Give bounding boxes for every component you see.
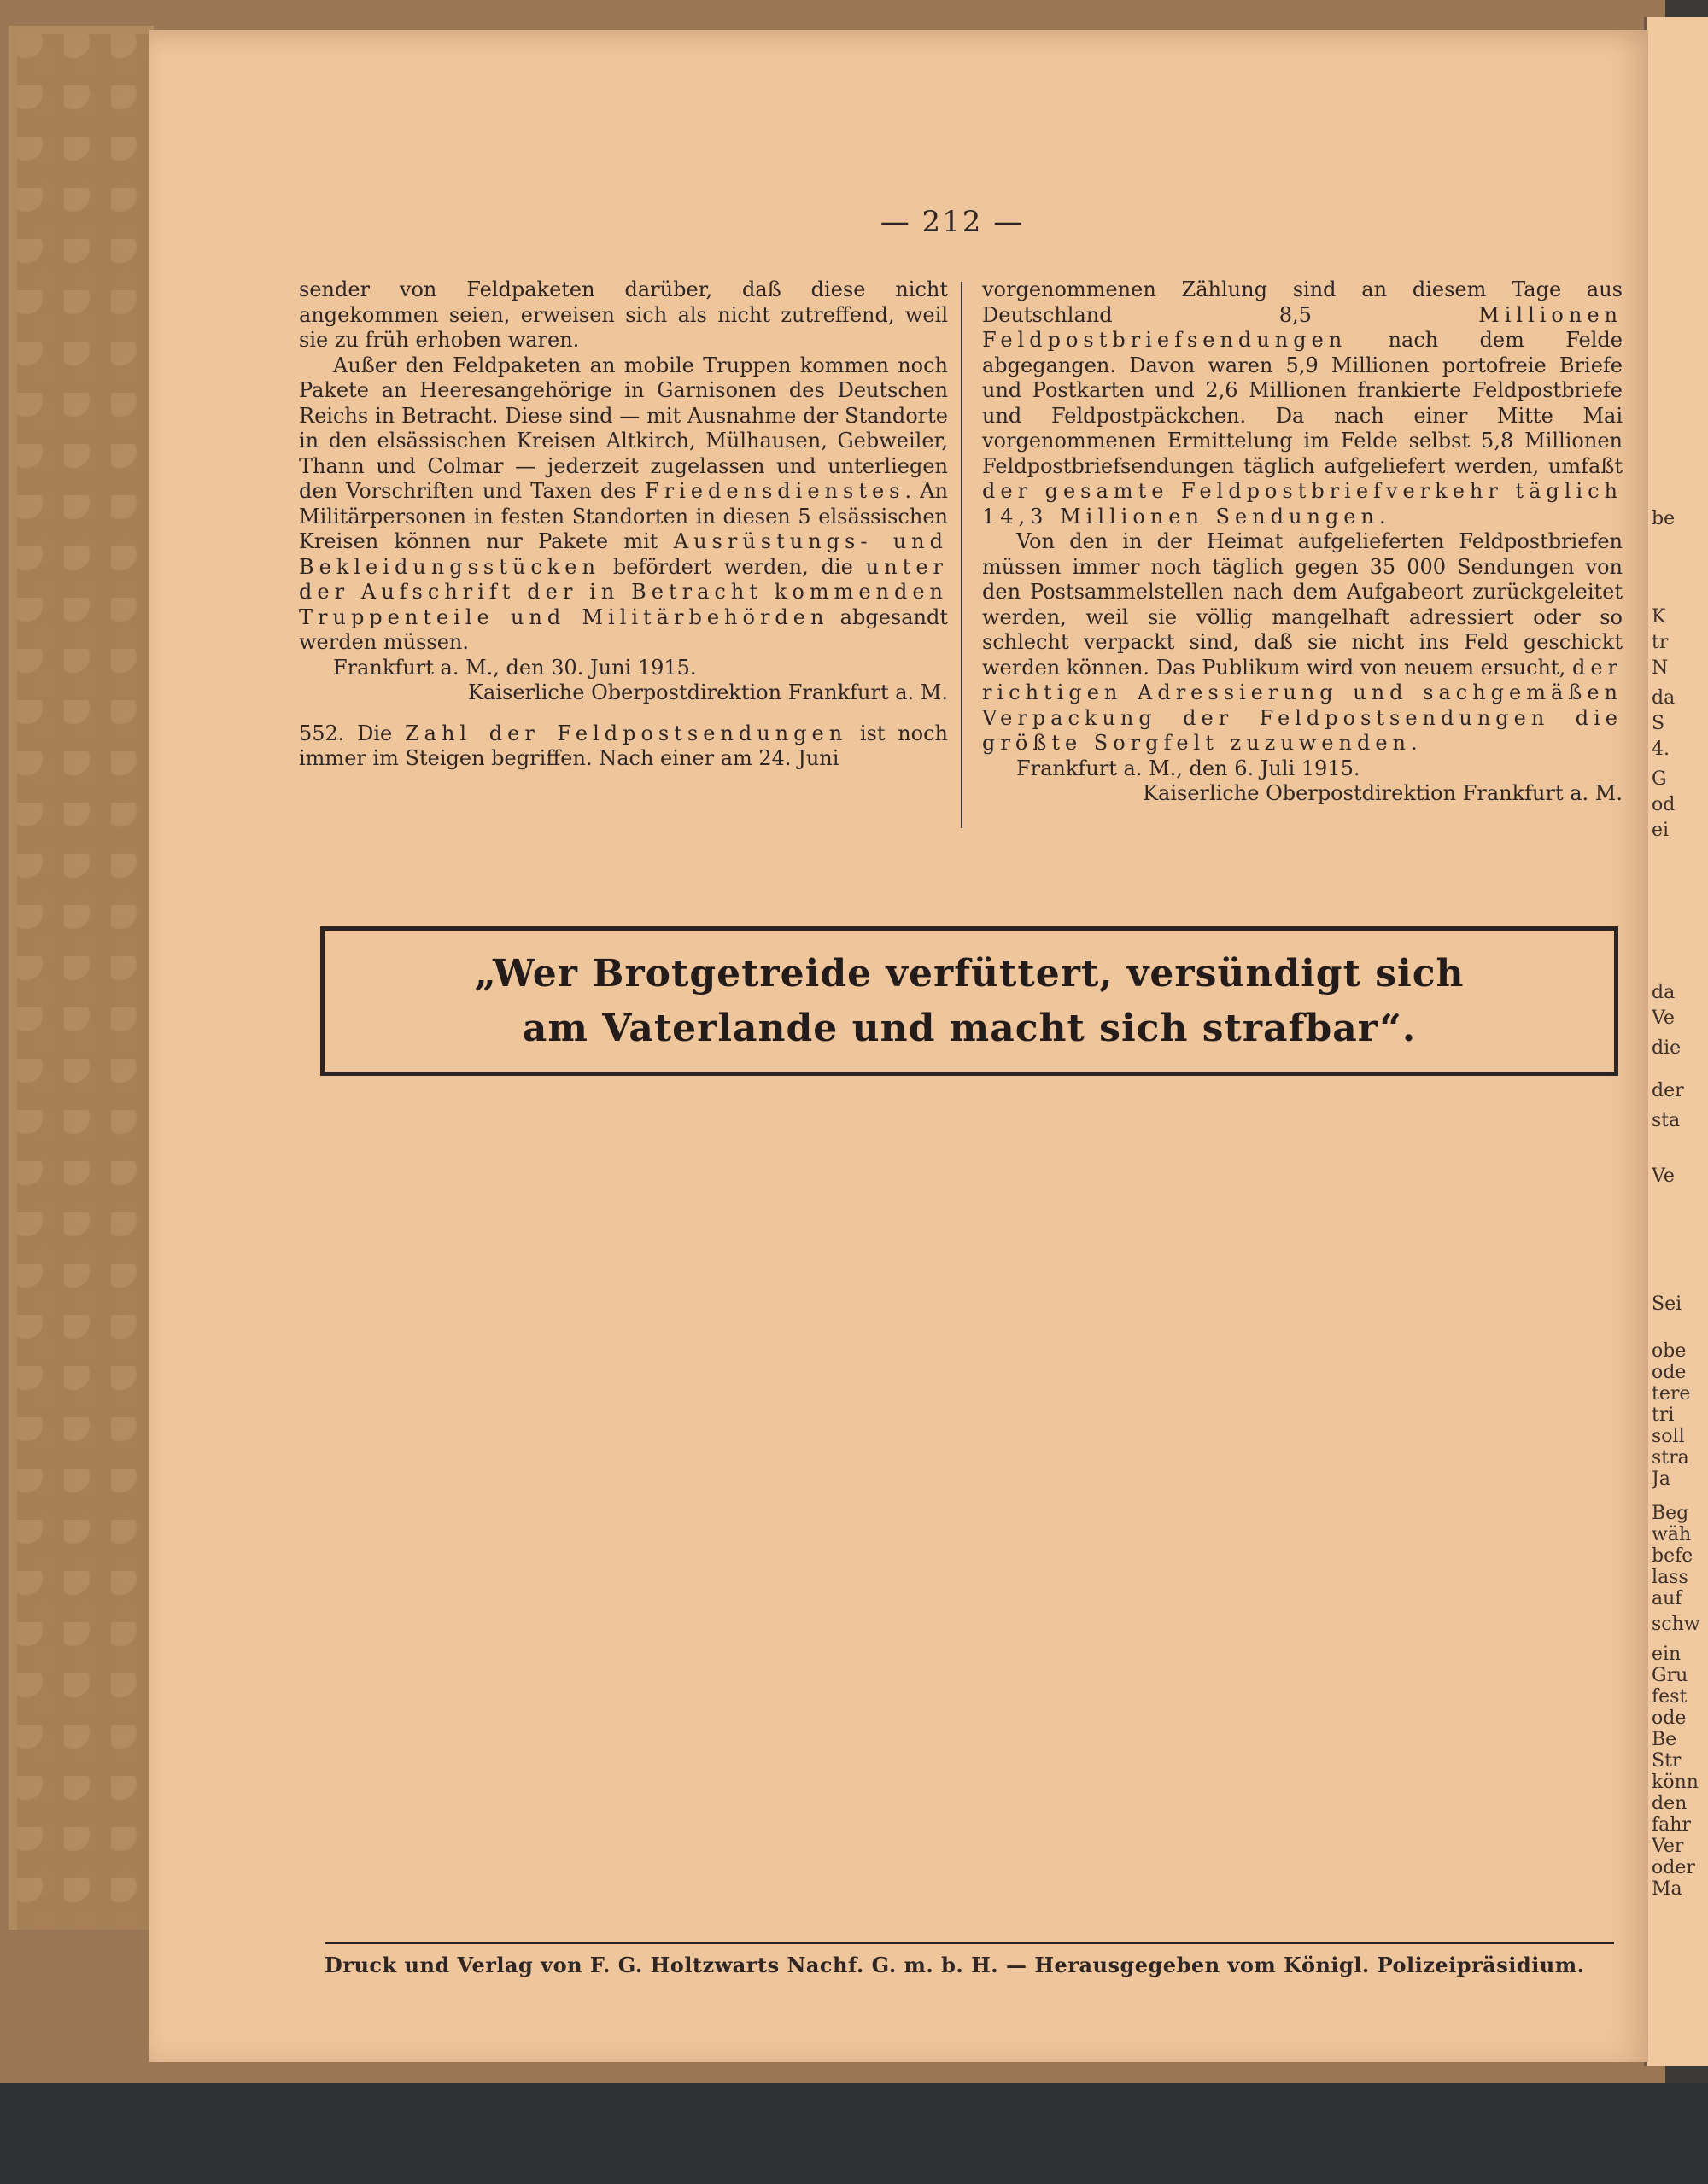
adjacent-page-fragment: G bbox=[1652, 768, 1667, 790]
text-run: abgesandt werden müssen. bbox=[299, 604, 948, 654]
text-run: befördert werden, die bbox=[600, 554, 866, 579]
imprint-footer: Druck und Verlag von F. G. Holtzwarts Nachf. G. m. b. H. — Herausgegeben vom Königl. Polizeipräsidium. bbox=[325, 1953, 1585, 1977]
paragraph bbox=[982, 277, 1623, 529]
place-date: Frankfurt a. M., den 30. Juni 1915. bbox=[333, 655, 697, 680]
adjacent-page-fragment: Beg bbox=[1652, 1503, 1689, 1524]
adjacent-page-fragment: Sei bbox=[1652, 1293, 1682, 1315]
adjacent-page-fragment: Str bbox=[1652, 1750, 1682, 1772]
adjacent-page-fragment: od bbox=[1652, 794, 1676, 815]
text-run: Außer den Feldpaketen an mobile Truppen kommen noch Pakete an Heeresangehörige in Garnisonen des Deutschen Reichs in Betracht. Diese sind — mit Ausnahme der Standorte in den elsässischen Kreisen Altkirch, Mülhausen, Gebweiler, Thann und Colmar — jederzeit zugelassen und unterliegen den Vorschriften und Taxen des bbox=[299, 353, 948, 503]
text-run: ist noch immer im Steigen begriffen. Nach einer am 24. Juni bbox=[299, 721, 948, 770]
text-run: . bbox=[1378, 504, 1386, 528]
text-run: . An Militärpersonen in festen Standorten in diesen 5 elsässischen Kreisen können nur Pakete mit bbox=[299, 479, 949, 553]
adjacent-page-fragment: wäh bbox=[1652, 1524, 1692, 1545]
adjacent-page-fragment: oder bbox=[1652, 1857, 1695, 1878]
text-run: . bbox=[1410, 731, 1418, 755]
adjacent-page-fragment: soll bbox=[1652, 1426, 1685, 1447]
adjacent-page-fragment: der bbox=[1652, 1080, 1684, 1101]
adjacent-page-fragment: da bbox=[1652, 687, 1676, 709]
spaced-emphasis: Millionen Feldpostbriefsendungen bbox=[982, 302, 1623, 352]
marbled-pattern bbox=[17, 34, 154, 1930]
adjacent-page-fragment: Gru bbox=[1652, 1665, 1688, 1686]
paragraph bbox=[299, 721, 948, 772]
right-column bbox=[982, 277, 1623, 807]
adjacent-page-fragment: Be bbox=[1652, 1729, 1677, 1750]
adjacent-page-fragment: lass bbox=[1652, 1567, 1688, 1588]
adjacent-page-fragment: da bbox=[1652, 982, 1676, 1003]
adjacent-page-fragment: Ma bbox=[1652, 1878, 1682, 1900]
adjacent-page-fragment: 4. bbox=[1652, 739, 1670, 760]
left-column bbox=[299, 277, 948, 772]
notice-text bbox=[371, 947, 1567, 1056]
spaced-emphasis: Ausrüstungs- und Bekleidungsstücken bbox=[299, 529, 949, 579]
document-page bbox=[149, 30, 1648, 2062]
adjacent-page-fragment: die bbox=[1652, 1037, 1682, 1059]
adjacent-page-fragment: ei bbox=[1652, 820, 1670, 841]
footer-rule bbox=[325, 1942, 1614, 1944]
adjacent-page-fragment: auf bbox=[1652, 1588, 1682, 1609]
spaced-emphasis: der gesamte Feldpostbriefverkehr täglich 14,3 Millionen Sendungen bbox=[982, 479, 1623, 528]
adjacent-page-fragment: Ve bbox=[1652, 1165, 1675, 1187]
adjacent-page-fragment: stra bbox=[1652, 1447, 1689, 1469]
adjacent-page-fragment: sta bbox=[1652, 1110, 1681, 1131]
paragraph bbox=[299, 353, 948, 656]
paragraph: sender von Feldpaketen darüber, daß diese nicht angekommen seien, erweisen sich als nicht zutreffend, weil sie zu früh erhoben waren. bbox=[299, 277, 948, 352]
notice-box bbox=[320, 926, 1618, 1076]
text-run: nach dem Felde abgegangen. Davon waren 5,9 Millionen portofreie Briefe und Postkarten und 2,6 Millionen frankierte Feldpostbriefe und Feldpostpäckchen. Da nach einer Mitte Mai vorgenommenen Ermittelung im Felde selbst 5,8 Millionen Feldpostbriefsendungen täglich aufgeliefert werden, umfaßt bbox=[982, 328, 1623, 478]
adjacent-page-fragment: K bbox=[1652, 606, 1666, 628]
adjacent-page-fragment: schw bbox=[1652, 1614, 1700, 1635]
adjacent-page-fragment: ein bbox=[1652, 1644, 1682, 1665]
notice-line: am Vaterlande und macht sich strafbar“. bbox=[522, 1006, 1417, 1050]
spaced-emphasis: der richtigen Adressierung und sachgemäßen Verpackung der Feldpostsendungen die größte Sorgfelt zuzuwenden bbox=[982, 655, 1623, 755]
text-run: vorgenommenen Zählung sind an diesem Tage aus Deutschland 8,5 bbox=[982, 277, 1623, 327]
cover-leather bbox=[0, 2083, 1708, 2184]
adjacent-page-fragment: ode bbox=[1652, 1708, 1687, 1729]
spaced-emphasis: Friedensdienstes bbox=[644, 479, 905, 503]
column-divider bbox=[961, 282, 962, 828]
adjacent-page-fragment: fahr bbox=[1652, 1814, 1691, 1836]
adjacent-page-fragment: tri bbox=[1652, 1404, 1675, 1426]
adjacent-page-fragment: S bbox=[1652, 713, 1665, 734]
adjacent-page-fragment: be bbox=[1652, 508, 1676, 529]
adjacent-page-fragment: obe bbox=[1652, 1340, 1687, 1362]
spaced-emphasis: Zahl der Feldpostsendungen bbox=[404, 721, 848, 745]
issuing-authority: Kaiserliche Oberpostdirektion Frankfurt a. M. bbox=[1143, 781, 1623, 805]
adjacent-page-fragment: Ver bbox=[1652, 1836, 1684, 1857]
issuing-authority: Kaiserliche Oberpostdirektion Frankfurt a. M. bbox=[468, 680, 948, 704]
place-date: Frankfurt a. M., den 6. Juli 1915. bbox=[1016, 756, 1360, 780]
adjacent-page-fragment: tere bbox=[1652, 1383, 1691, 1404]
adjacent-page-fragment: tr bbox=[1652, 632, 1669, 653]
spaced-emphasis: unter der Aufschrift der in Betracht kommenden Truppenteile und Militärbehörden bbox=[299, 554, 948, 629]
adjacent-page-fragment: Ja bbox=[1652, 1469, 1670, 1490]
notice-line: „Wer Brotgetreide verfüttert, versündigt sich bbox=[474, 951, 1465, 996]
text-run: 552. Die bbox=[299, 721, 405, 745]
adjacent-page-fragment: könn bbox=[1652, 1772, 1699, 1793]
adjacent-page-fragment: Ve bbox=[1652, 1007, 1675, 1029]
adjacent-page-fragment: ode bbox=[1652, 1362, 1687, 1383]
page-number: — 212 — bbox=[880, 205, 1025, 239]
adjacent-page-fragment: N bbox=[1652, 657, 1669, 679]
adjacent-page-edge bbox=[1644, 17, 1708, 2066]
adjacent-page-fragment: den bbox=[1652, 1793, 1688, 1814]
adjacent-page-fragment: befe bbox=[1652, 1545, 1693, 1567]
paragraph bbox=[982, 529, 1623, 756]
adjacent-page-fragment: fest bbox=[1652, 1686, 1688, 1708]
text-run: Von den in der Heimat aufgelieferten Feldpostbriefen müssen immer noch täglich gegen 35 000 Sendungen von den Postsammelstellen nach dem Aufgabeort zurückgeleitet werden, weil sie völlig mangelhaft adressiert oder so schlecht verpackt sind, daß sie nicht ins Feld geschickt werden können. Das Publikum wird von neuem ersucht, bbox=[982, 529, 1623, 680]
